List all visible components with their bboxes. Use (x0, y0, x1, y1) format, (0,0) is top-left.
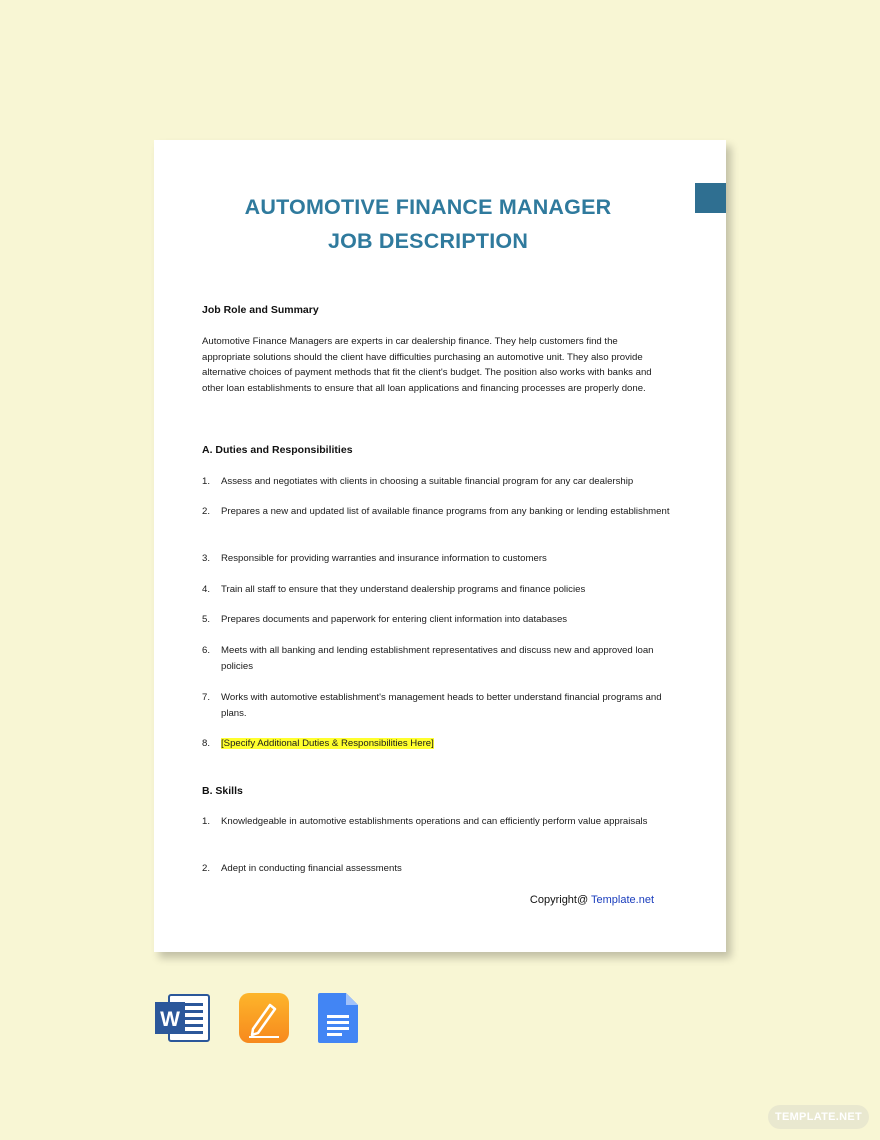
skills-heading: B. Skills (202, 785, 243, 797)
duty-number: 7. (202, 692, 211, 703)
duties-heading: A. Duties and Responsibilities (202, 444, 353, 456)
google-docs-icon[interactable] (318, 993, 358, 1048)
word-icon-letter: W (160, 1008, 180, 1031)
title-line-2: JOB DESCRIPTION (327, 229, 529, 253)
duty-text: Responsible for providing warranties and insurance information to customers (221, 553, 547, 564)
skill-item (202, 814, 672, 830)
duty-item (202, 736, 672, 752)
copyright-link[interactable]: Template.net (591, 894, 654, 906)
duty-text: Train all staff to ensure that they understand dealership programs and finance policies (221, 584, 586, 595)
duty-text-highlighted: [Specify Additional Duties & Responsibilities Here] (221, 738, 434, 749)
duty-item (202, 612, 672, 628)
template-net-watermark: TEMPLATE.NET (768, 1105, 869, 1129)
duty-number: 4. (202, 584, 211, 595)
duty-text: Prepares documents and paperwork for entering client information into databases (221, 614, 568, 625)
duty-number: 2. (202, 506, 211, 517)
duty-number: 5. (202, 614, 211, 625)
summary-heading: Job Role and Summary (202, 304, 319, 316)
skill-text: Knowledgeable in automotive establishments operations and can efficiently perform value appraisals (221, 816, 648, 827)
skill-item (202, 861, 672, 877)
duty-text: Meets with all banking and lending establishment representatives and discuss new and approved loan policies (221, 645, 654, 672)
corner-tab-marker (695, 183, 726, 213)
duty-text: Assess and negotiates with clients in choosing a suitable financial program for any car dealership (221, 476, 634, 487)
document-page (154, 140, 726, 952)
word-icon[interactable] (155, 993, 211, 1048)
skill-number: 1. (202, 816, 211, 827)
duty-item (202, 690, 672, 721)
duty-text: Prepares a new and updated list of available finance programs from any banking or lending establishment (221, 506, 670, 517)
skill-text: Adept in conducting financial assessments (221, 863, 402, 874)
title-line-1: AUTOMOTIVE FINANCE MANAGER (244, 195, 612, 219)
document-title (154, 190, 702, 258)
duty-item (202, 643, 672, 674)
copyright-line (530, 894, 654, 906)
duty-number: 6. (202, 645, 211, 656)
duty-item (202, 504, 672, 520)
duty-item (202, 551, 672, 567)
duty-number: 3. (202, 553, 211, 564)
pages-icon[interactable] (239, 993, 289, 1048)
skill-number: 2. (202, 863, 211, 874)
duty-item (202, 582, 672, 598)
copyright-label: Copyright@ (529, 894, 589, 906)
duty-number: 8. (202, 738, 211, 749)
duty-item (202, 474, 672, 490)
summary-paragraph: Automotive Finance Managers are experts in car dealership finance. They help customers find the appropriate solutions should the client have difficulties purchasing an automotive unit. They also provide alternative choices of payment methods that fit the client's budget. The position also works with banks and other loan establishments to ensure that all loan applications and financing processes are properly done. (202, 336, 652, 394)
duty-text: Works with automotive establishment's management heads to better understand financial programs and plans. (221, 692, 662, 719)
duty-number: 1. (202, 476, 211, 487)
